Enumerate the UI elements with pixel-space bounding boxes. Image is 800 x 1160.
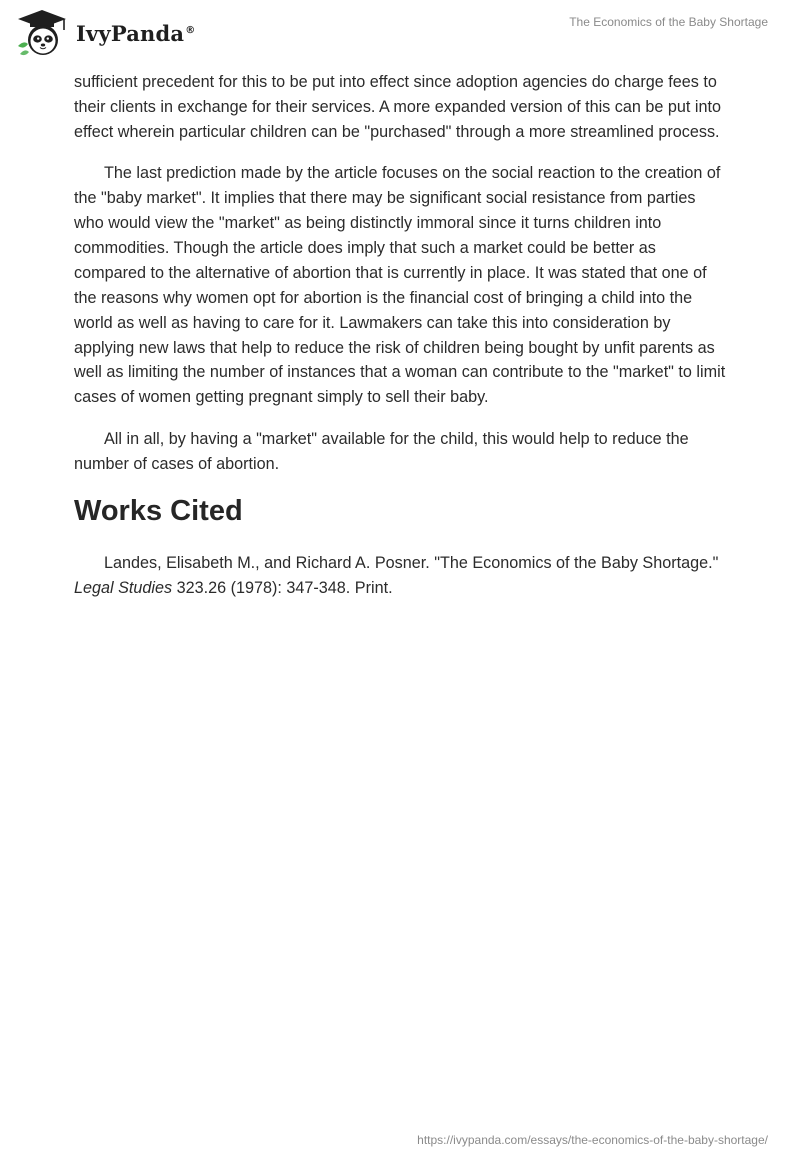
registered-mark: ® [185, 24, 196, 36]
panda-graduate-icon [14, 8, 70, 58]
ivypanda-logo[interactable] [14, 8, 195, 58]
essay-content [74, 70, 726, 601]
citation-details: 323.26 (1978): 347-348. Print. [172, 579, 393, 597]
brand-name: IvyPanda® [76, 20, 196, 46]
body-paragraph: The last prediction made by the article focuses on the social reaction to the creation of the "baby market". It implies that there may be significant social resistance from parties who would view the "market" as being distinctly immoral since it turns children into commodities. Though the article does imply that such a market could be better as compared to the alternative of abortion that is currently in place. It was stated that one of the reasons why women opt for abortion is the financial cost of bringing a child into the world as well as having to care for it. Lawmakers can take this into consideration by applying new laws that help to reduce the risk of children being bought by unfit parents as well as limiting the number of instances that a woman can contribute to the "market" to limit cases of women getting pregnant simply to sell their baby. [74, 164, 726, 407]
page-header [0, 0, 800, 60]
citation-journal: Legal Studies [74, 579, 173, 597]
source-url[interactable]: https://ivypanda.com/essays/the-economics-of-the-baby-shortage/ [417, 1133, 768, 1147]
body-paragraph: sufficient precedent for this to be put into effect since adoption agencies do charge fees to their clients in exchange for their services. A more expanded version of this can be put into effect wherein particular children can be "purchased" through a more streamlined process. [74, 73, 721, 141]
citation-text: Landes, Elisabeth M., and Richard A. Posner. "The Economics of the Baby Shortage." [104, 554, 719, 573]
works-cited-heading: Works Cited [74, 495, 243, 528]
citation-entry [74, 551, 726, 601]
document-title: The Economics of the Baby Shortage [569, 15, 768, 29]
body-paragraph: All in all, by having a "market" available for the child, this would help to reduce the number of cases of abortion. [74, 429, 689, 473]
